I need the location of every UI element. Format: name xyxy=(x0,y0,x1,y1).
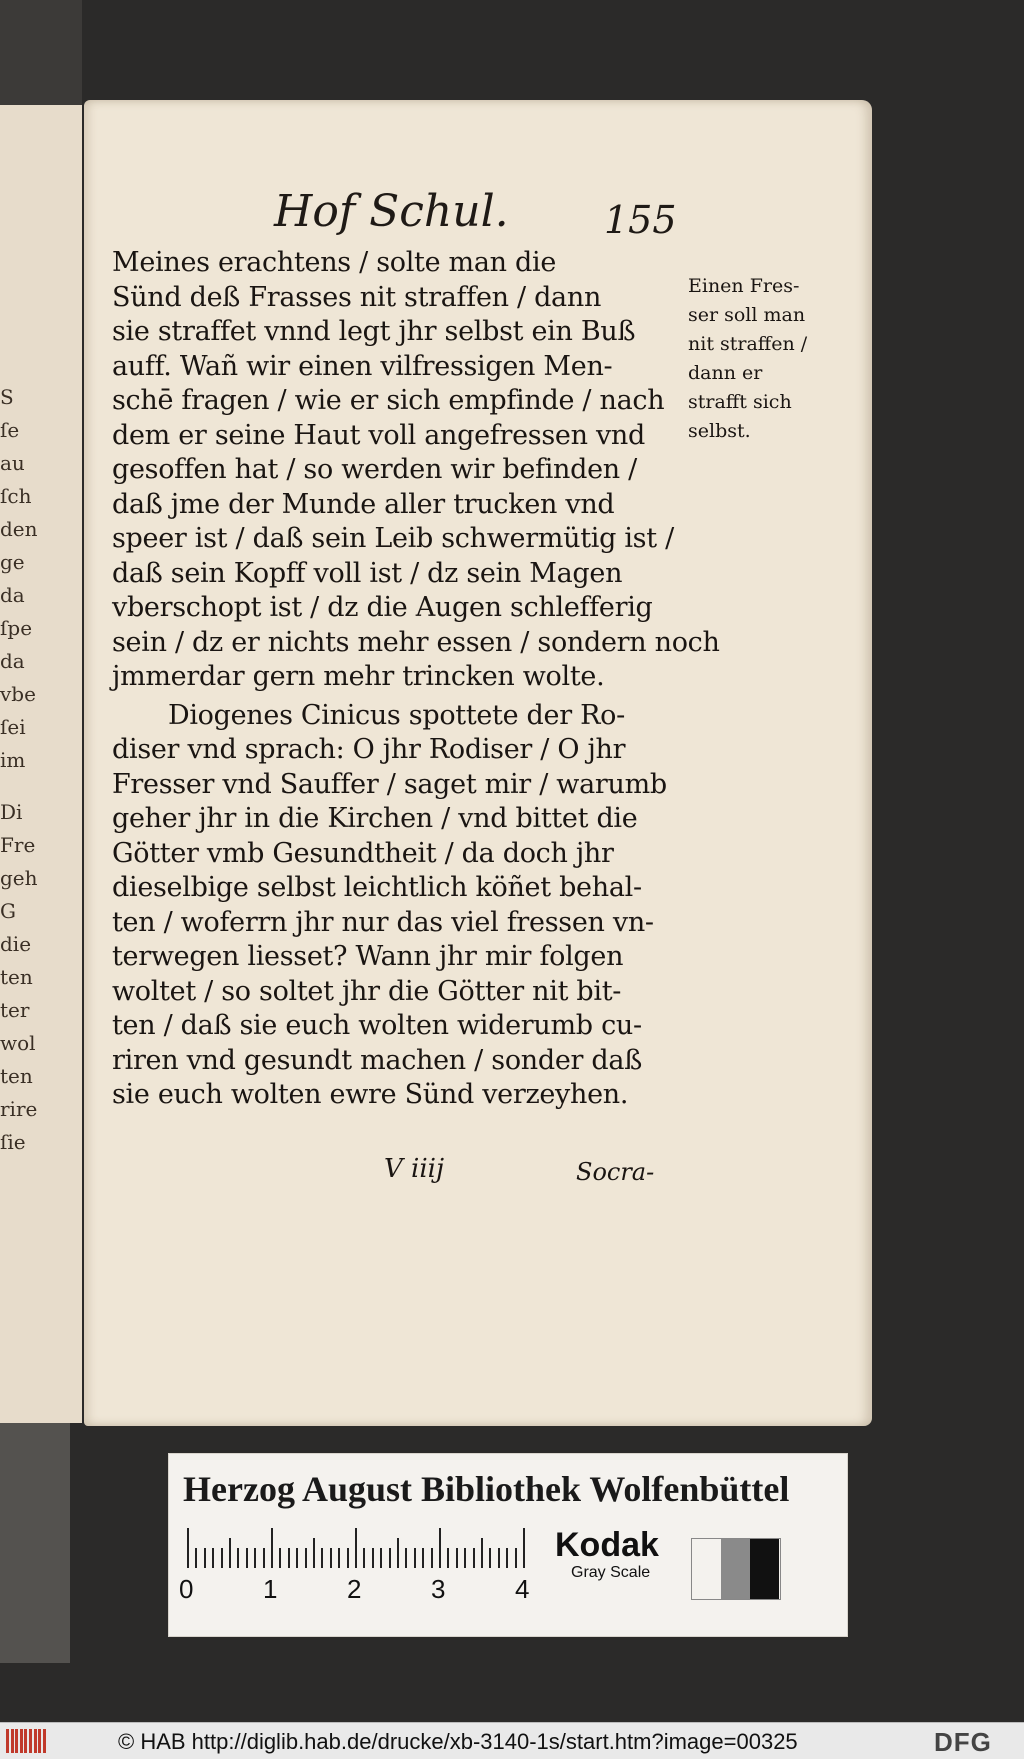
ruler-tick xyxy=(321,1548,323,1568)
barcode-bar xyxy=(15,1729,18,1753)
ruler-tick xyxy=(473,1548,475,1568)
text-line: jmmerdar gern mehr trincken wolte. xyxy=(112,661,605,692)
ruler-number: 4 xyxy=(515,1574,530,1604)
facing-page-line: Fre xyxy=(0,833,36,857)
text-line: Götter vmb Gesundtheit / da doch jhr xyxy=(112,837,614,869)
barcode-bar xyxy=(29,1729,32,1753)
catchword: Socra- xyxy=(576,1158,655,1186)
barcode-bar xyxy=(24,1729,27,1753)
paragraph-2 xyxy=(112,699,692,1113)
barcode-bar xyxy=(20,1729,23,1753)
ruler-scale xyxy=(187,1528,527,1568)
text-line: Diogenes Cinicus spottete der Ro- xyxy=(168,699,625,731)
facing-page-line: S xyxy=(0,385,14,409)
ruler-tick xyxy=(330,1548,332,1568)
ruler-tick xyxy=(195,1548,197,1568)
facing-page-line: da xyxy=(0,649,25,673)
facing-page-line: ge xyxy=(0,550,25,574)
ruler-tick xyxy=(380,1548,382,1568)
gray-swatch xyxy=(692,1539,721,1599)
text-line: speer ist / daß sein Leib schwermütig ist / xyxy=(112,523,674,554)
text-line: ten / woferrn jhr nur das viel fressen vn- xyxy=(112,906,654,938)
facing-page-line: den xyxy=(0,517,38,541)
facing-page-line: ten xyxy=(0,965,33,989)
text-line: auff. Wañ wir einen vilfressigen Men- xyxy=(112,350,613,382)
text-line: Fresser vnd Sauffer / saget mir / warumb xyxy=(112,768,667,800)
ruler-tick xyxy=(246,1548,248,1568)
facing-page-fragment xyxy=(0,105,82,1423)
ruler-tick xyxy=(305,1548,307,1568)
text-line: schē fragen / wie er sich empfinde / nach xyxy=(112,385,665,416)
text-line: Meines erachtens / solte man die xyxy=(112,247,557,278)
marginal-line: dann er xyxy=(688,362,763,384)
facing-page-line: ſch xyxy=(0,484,32,508)
text-line: Sünd deß Frasses nit straffen / dann xyxy=(112,281,602,313)
ruler-tick xyxy=(237,1548,239,1568)
text-line: woltet / so soltet jhr die Götter nit bit- xyxy=(112,975,622,1007)
ruler-tick xyxy=(187,1528,189,1568)
text-line: sie straffet vnnd legt jhr selbst ein Buß xyxy=(112,316,636,347)
text-line: gesoffen hat / so werden wir befinden / xyxy=(112,454,637,485)
barcode-bar xyxy=(38,1729,41,1753)
hab-barcode-icon xyxy=(6,1729,48,1753)
facing-page-line: geh xyxy=(0,866,38,890)
ruler-number: 0 xyxy=(179,1574,194,1604)
facing-page-line: ſpe xyxy=(0,616,33,640)
ruler-tick xyxy=(506,1548,508,1568)
facing-page-line: vbe xyxy=(0,682,36,706)
ruler-number: 2 xyxy=(347,1574,362,1604)
ruler-tick xyxy=(464,1548,466,1568)
marginal-line: ser soll man xyxy=(688,304,806,326)
marginal-line: nit straffen / xyxy=(688,333,808,355)
marginal-line: Einen Fres- xyxy=(688,275,800,297)
ruler-tick xyxy=(456,1548,458,1568)
ruler-tick xyxy=(279,1548,281,1568)
page-number: 155 xyxy=(604,198,677,242)
ruler-number: 3 xyxy=(431,1574,446,1604)
paragraph-1 xyxy=(112,246,720,695)
body-text xyxy=(112,246,720,1113)
gray-swatches xyxy=(691,1538,781,1600)
footer-bar xyxy=(0,1722,1024,1759)
facing-page-line: ſe xyxy=(0,418,20,442)
facing-page-line xyxy=(0,781,80,795)
ruler-tick xyxy=(212,1548,214,1568)
ruler-tick xyxy=(405,1548,407,1568)
facing-page-line: die xyxy=(0,932,32,956)
marginal-line: selbst. xyxy=(688,420,751,442)
running-head: Hof Schul. xyxy=(274,186,509,237)
gray-swatch xyxy=(721,1539,750,1599)
text-line: vberschopt ist / dz die Augen schlefferig xyxy=(112,592,653,623)
facing-page-line: wol xyxy=(0,1031,36,1055)
signature-mark: V iiij xyxy=(384,1154,445,1184)
barcode-bar xyxy=(43,1729,46,1753)
ruler-tick xyxy=(515,1548,517,1568)
ruler-tick xyxy=(439,1528,441,1568)
facing-page-line: ten xyxy=(0,1064,33,1088)
ruler-tick xyxy=(263,1548,265,1568)
text-line: ten / daß sie euch wolten widerumb cu- xyxy=(112,1010,642,1041)
facing-page-line: im xyxy=(0,748,26,772)
text-line: daß sein Kopff voll ist / dz sein Magen xyxy=(112,557,623,589)
ruler-tick xyxy=(221,1548,223,1568)
facing-page-line: ter xyxy=(0,998,30,1022)
color-calibration-card xyxy=(168,1453,848,1637)
ruler-tick xyxy=(338,1548,340,1568)
facing-page-line: ſei xyxy=(0,715,26,739)
gray-swatch xyxy=(750,1539,779,1599)
ruler-tick xyxy=(288,1548,290,1568)
text-line: dem er seine Haut voll angefressen vnd xyxy=(112,419,645,451)
marginal-note xyxy=(688,272,828,446)
facing-page-line: au xyxy=(0,451,25,475)
text-line: terwegen liesset? Wann jhr mir folgen xyxy=(112,941,624,972)
text-line: daß jme der Munde aller trucken vnd xyxy=(112,488,615,520)
ruler-tick xyxy=(204,1548,206,1568)
ruler-tick xyxy=(363,1548,365,1568)
ruler-tick xyxy=(229,1538,231,1568)
facing-page-text xyxy=(0,385,80,1163)
barcode-bar xyxy=(11,1729,14,1753)
barcode-bar xyxy=(34,1729,37,1753)
text-line: dieselbige selbst leichtlich köñet behal- xyxy=(112,872,642,903)
facing-page-line: Di xyxy=(0,800,23,824)
gray-scale-label: Gray Scale xyxy=(571,1564,651,1581)
ruler-tick xyxy=(498,1548,500,1568)
ruler-tick xyxy=(481,1538,483,1568)
ruler-tick xyxy=(372,1548,374,1568)
ruler-tick xyxy=(347,1548,349,1568)
ruler-tick xyxy=(431,1548,433,1568)
facing-page-line: rire xyxy=(0,1097,38,1121)
ruler-tick xyxy=(389,1548,391,1568)
library-name: Herzog August Bibliothek Wolfenbüttel xyxy=(183,1469,790,1509)
barcode-bar xyxy=(6,1729,9,1753)
text-line: sein / dz er nichts mehr essen / sondern noch xyxy=(112,626,720,658)
text-line: diser vnd sprach: O jhr Rodiser / O jhr xyxy=(112,734,626,765)
facing-page-line: da xyxy=(0,583,25,607)
marginal-line: strafft sich xyxy=(688,391,792,413)
left-page-edge xyxy=(0,0,82,105)
ruler-tick xyxy=(254,1548,256,1568)
ruler-tick xyxy=(489,1548,491,1568)
facing-page-line: ſie xyxy=(0,1130,26,1154)
ruler-tick xyxy=(355,1528,357,1568)
ruler-tick xyxy=(422,1548,424,1568)
text-line: sie euch wolten ewre Sünd verzeyhen. xyxy=(112,1079,629,1110)
dfg-logo: DFG xyxy=(934,1727,992,1757)
ruler-tick xyxy=(271,1528,273,1568)
kodak-logo: Kodak xyxy=(555,1526,659,1564)
text-line: geher jhr in die Kirchen / vnd bittet die xyxy=(112,803,638,834)
copyright-link[interactable]: © HAB http://diglib.hab.de/drucke/xb-3140-1s/start.htm?image=00325 xyxy=(118,1729,798,1754)
ruler-tick xyxy=(523,1528,525,1568)
ruler-tick xyxy=(313,1538,315,1568)
ruler-tick xyxy=(447,1548,449,1568)
book-page xyxy=(84,100,872,1426)
ruler-tick xyxy=(397,1538,399,1568)
text-line: riren vnd gesundt machen / sonder daß xyxy=(112,1044,642,1076)
ruler-tick xyxy=(414,1548,416,1568)
ruler-numbers xyxy=(169,1574,589,1614)
facing-page-line: G xyxy=(0,899,16,923)
ruler-number: 1 xyxy=(263,1574,278,1604)
ruler-tick xyxy=(296,1548,298,1568)
left-page-shadow xyxy=(0,1423,70,1663)
